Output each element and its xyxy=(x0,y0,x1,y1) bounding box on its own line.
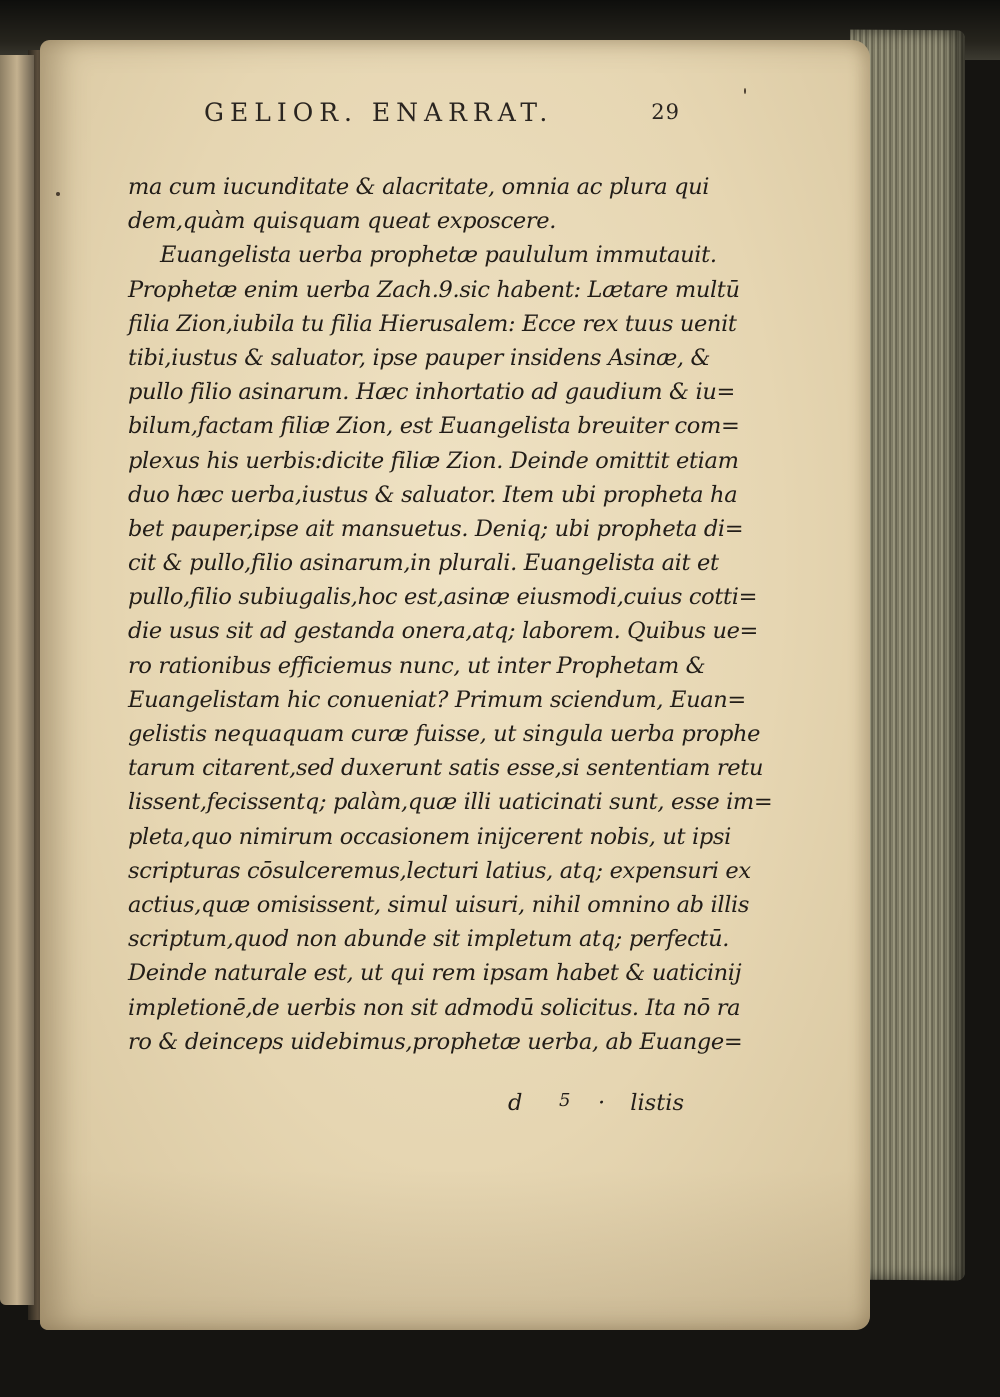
left-page-edge xyxy=(0,55,34,1305)
text-line: tibi,iustus & saluator, ipse pauper insidens Asinæ, & xyxy=(128,344,711,371)
body-text xyxy=(128,170,773,1059)
text-line: ma cum iucunditate & alacritate, omnia ac plura qui xyxy=(128,174,710,200)
text-line: duo hæc uerba,iustus & saluator. Item ubi propheta ha xyxy=(128,481,738,508)
text-line: ro rationibus efficiemus nunc, ut inter Prophetam & xyxy=(128,652,706,679)
signature-line xyxy=(128,1090,688,1124)
running-title: GELIOR. ENARRAT. xyxy=(204,98,554,127)
text-line: bet pauper,ipse ait mansuetus. Deniq; ubi propheta di= xyxy=(128,515,744,542)
signature-numeral: 5 xyxy=(559,1090,571,1111)
text-line: pullo filio asinarum. Hæc inhortatio ad gaudium & iu= xyxy=(128,379,735,406)
ink-speck xyxy=(744,88,746,94)
text-line: pullo,filio subiugalis,hoc est,asinæ eiusmodi,cuius cotti= xyxy=(128,584,758,611)
text-line: tarum citarent,sed duxerunt satis esse,si sententiam retu xyxy=(128,755,764,782)
signature-mark: d xyxy=(508,1090,523,1116)
signature-dot: · xyxy=(598,1090,606,1116)
text-line: Deinde naturale est, ut qui rem ipsam habet & uaticinij xyxy=(128,960,742,987)
text-line: gelistis nequaquam curæ fuisse, ut singula uerba prophe xyxy=(128,721,761,747)
text-line: die usus sit ad gestanda onera,atq; laborem. Quibus ue= xyxy=(128,618,759,645)
text-line: scripturas cōsulceremus,lecturi latius, atq; expensuri ex xyxy=(128,857,751,884)
text-line: dem,quàm quisquam queat exposcere. xyxy=(128,208,556,235)
text-line: pleta,quo nimirum occasionem inijcerent nobis, ut ipsi xyxy=(128,823,731,850)
ink-speck xyxy=(56,192,60,196)
text-line: filia Zion,iubila tu filia Hierusalem: Ecce rex tuus uenit xyxy=(128,310,737,337)
text-line: lissent,fecissentq; palàm,quæ illi uaticinati sunt, esse im= xyxy=(128,789,773,816)
text-line: bilum,factam filiæ Zion, est Euangelista breuiter com= xyxy=(128,413,740,440)
text-line: cit & pullo,filio asinarum,in plurali. Euangelista ait et xyxy=(128,550,719,577)
text-line: Prophetæ enim uerba Zach.9.sic habent: Lætare multū xyxy=(128,276,740,303)
text-line: Euangelistam hic conueniat? Primum sciendum, Euan= xyxy=(128,686,746,713)
text-line: actius,quæ omisissent, simul uisuri, nihil omnino ab illis xyxy=(128,891,750,918)
text-line: impletionē,de uerbis non sit admodū solicitus. Ita nō ra xyxy=(128,994,741,1021)
text-line: plexus his uerbis:dicite filiæ Zion. Deinde omittit etiam xyxy=(128,447,739,474)
text-line: ro & deinceps uidebimus,prophetæ uerba, ab Euange= xyxy=(128,1028,743,1055)
catchword: listis xyxy=(630,1090,684,1116)
text-line: Euangelista uerba prophetæ paululum immutauit. xyxy=(160,242,717,269)
text-line: scriptum,quod non abunde sit impletum atq; perfectū. xyxy=(128,926,730,953)
page-header xyxy=(160,92,690,132)
page-number: 29 xyxy=(651,100,680,124)
